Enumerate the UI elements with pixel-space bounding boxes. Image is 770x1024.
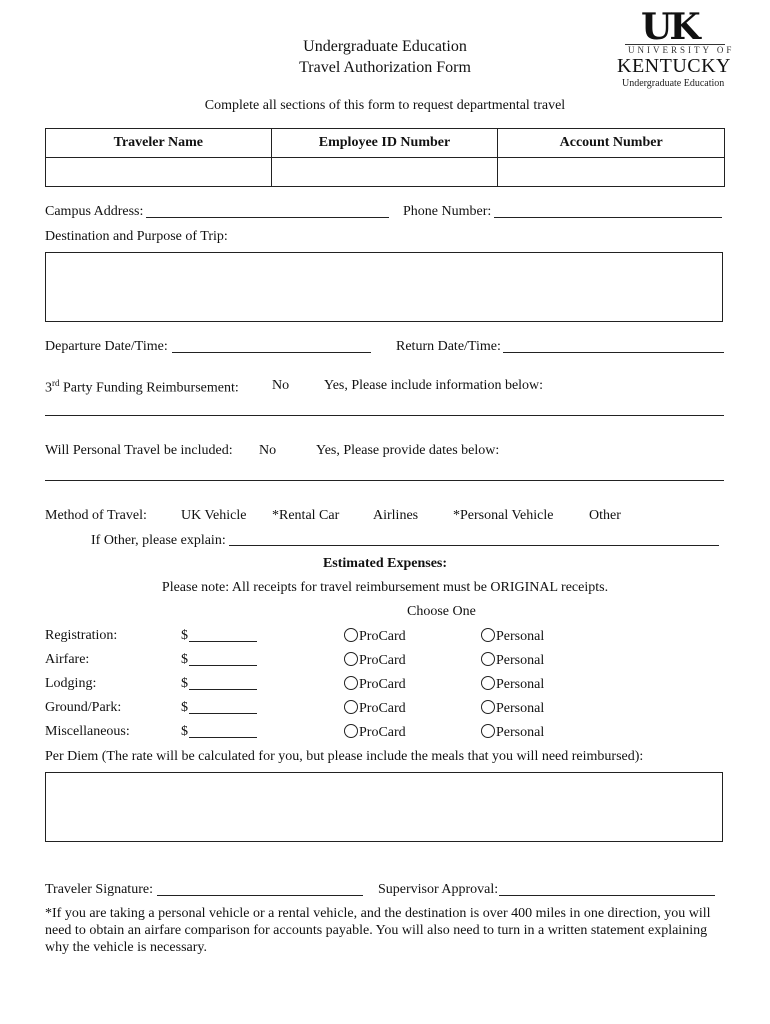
- form-instruction: Complete all sections of this form to request departmental travel: [204, 98, 566, 113]
- footnote-line1: *If you are taking a personal vehicle or a rental vehicle, and the destination is over 400 miles in one direction, you will: [45, 906, 711, 921]
- method-rental-car-option[interactable]: *Rental Car: [272, 508, 340, 523]
- personal-travel-yes-option[interactable]: Yes, Please provide dates below:: [316, 443, 500, 458]
- expense-label-airfare: Airfare:: [45, 652, 90, 667]
- personal-travel-label: Will Personal Travel be included:: [45, 443, 233, 458]
- currency-symbol: $: [181, 700, 188, 715]
- procard-radio-ground-park[interactable]: [344, 700, 406, 717]
- uk-logo-kentucky: KENTUCKY: [617, 55, 731, 77]
- personal-radio-ground-park[interactable]: [481, 700, 544, 717]
- receipts-note: Please note: All receipts for travel reimbursement must be ORIGINAL receipts.: [161, 580, 609, 595]
- radio-circle-icon: [344, 700, 358, 714]
- method-airlines-option[interactable]: Airlines: [373, 508, 419, 523]
- departure-field[interactable]: [172, 352, 371, 353]
- per-diem-textarea[interactable]: [45, 772, 723, 842]
- per-diem-label: Per Diem (The rate will be calculated for you, but please include the meals that you will need reimbursed):: [45, 749, 644, 764]
- return-label: Return Date/Time:: [396, 339, 501, 354]
- column-header-traveler-name: Traveler Name: [46, 129, 272, 158]
- method-uk-vehicle-option[interactable]: UK Vehicle: [181, 508, 247, 523]
- third-party-funding-label: [45, 378, 239, 397]
- method-personal-vehicle-option[interactable]: *Personal Vehicle: [453, 508, 554, 523]
- destination-purpose-textarea[interactable]: [45, 252, 723, 322]
- radio-circle-icon: [481, 724, 495, 738]
- expense-amount-miscellaneous[interactable]: [189, 737, 257, 738]
- personal-label: Personal: [496, 725, 545, 740]
- expense-amount-airfare[interactable]: [189, 665, 257, 666]
- procard-radio-miscellaneous[interactable]: [344, 724, 406, 741]
- account-number-field[interactable]: [498, 158, 725, 187]
- supervisor-approval-field[interactable]: [499, 895, 715, 896]
- procard-radio-airfare[interactable]: [344, 652, 406, 669]
- procard-label: ProCard: [359, 701, 406, 716]
- supervisor-approval-label: Supervisor Approval:: [378, 882, 499, 897]
- procard-label: ProCard: [359, 653, 406, 668]
- radio-circle-icon: [344, 724, 358, 738]
- personal-radio-airfare[interactable]: [481, 652, 544, 669]
- form-title-line1: Undergraduate Education: [303, 38, 467, 55]
- personal-radio-registration[interactable]: [481, 628, 544, 645]
- footnote-line3: why the vehicle is necessary.: [45, 940, 207, 955]
- choose-one-label: Choose One: [407, 604, 476, 619]
- currency-symbol: $: [181, 676, 188, 691]
- third-party-info-field[interactable]: [45, 415, 724, 416]
- method-other-option[interactable]: Other: [589, 508, 621, 523]
- radio-circle-icon: [344, 676, 358, 690]
- procard-label: ProCard: [359, 677, 406, 692]
- currency-symbol: $: [181, 628, 188, 643]
- expense-label-miscellaneous: Miscellaneous:: [45, 724, 130, 739]
- uk-logo-department: Undergraduate Education: [622, 78, 725, 89]
- radio-circle-icon: [344, 652, 358, 666]
- campus-address-field[interactable]: [146, 217, 389, 218]
- procard-label: ProCard: [359, 629, 406, 644]
- traveler-name-field[interactable]: [46, 158, 272, 187]
- expense-amount-registration[interactable]: [189, 641, 257, 642]
- currency-symbol: $: [181, 724, 188, 739]
- radio-circle-icon: [481, 652, 495, 666]
- destination-purpose-label: Destination and Purpose of Trip:: [45, 229, 228, 244]
- campus-address-label: Campus Address:: [45, 204, 144, 219]
- form-title-line2: Travel Authorization Form: [299, 59, 471, 76]
- expense-label-registration: Registration:: [45, 628, 118, 643]
- personal-radio-miscellaneous[interactable]: [481, 724, 544, 741]
- column-header-employee-id: Employee ID Number: [271, 129, 498, 158]
- expense-amount-ground-park[interactable]: [189, 713, 257, 714]
- return-field[interactable]: [503, 352, 724, 353]
- footnote-line2: need to obtain an airfare comparison for accounts payable. You will also need to turn in a written statement explaining: [45, 923, 708, 938]
- traveler-signature-label: Traveler Signature:: [45, 882, 153, 897]
- column-header-account-number: Account Number: [498, 129, 725, 158]
- expense-amount-lodging[interactable]: [189, 689, 257, 690]
- radio-circle-icon: [344, 628, 358, 642]
- personal-label: Personal: [496, 701, 545, 716]
- currency-symbol: $: [181, 652, 188, 667]
- uk-logo-mark: UK: [641, 6, 698, 48]
- personal-label: Personal: [496, 629, 545, 644]
- traveler-id-table: [45, 128, 725, 187]
- personal-label: Personal: [496, 653, 545, 668]
- procard-radio-registration[interactable]: [344, 628, 406, 645]
- estimated-expenses-heading: Estimated Expenses:: [322, 556, 448, 571]
- uk-logo-university-of: UNIVERSITY OF: [628, 45, 735, 55]
- personal-travel-no-option[interactable]: No: [259, 443, 277, 458]
- traveler-signature-field[interactable]: [157, 895, 363, 896]
- phone-number-field[interactable]: [494, 217, 722, 218]
- procard-label: ProCard: [359, 725, 406, 740]
- radio-circle-icon: [481, 628, 495, 642]
- employee-id-field[interactable]: [271, 158, 498, 187]
- radio-circle-icon: [481, 700, 495, 714]
- third-party-num: 3: [45, 380, 52, 396]
- phone-number-label: Phone Number:: [403, 204, 492, 219]
- procard-radio-lodging[interactable]: [344, 676, 406, 693]
- method-of-travel-label: Method of Travel:: [45, 508, 147, 523]
- departure-label: Departure Date/Time:: [45, 339, 168, 354]
- third-party-sup: rd: [52, 378, 60, 388]
- personal-label: Personal: [496, 677, 545, 692]
- other-explain-label: If Other, please explain:: [91, 533, 226, 548]
- third-party-yes-option[interactable]: Yes, Please include information below:: [324, 378, 544, 393]
- personal-travel-dates-field[interactable]: [45, 480, 724, 481]
- personal-radio-lodging[interactable]: [481, 676, 544, 693]
- radio-circle-icon: [481, 676, 495, 690]
- third-party-text: Party Funding Reimbursement:: [59, 380, 239, 396]
- expense-label-ground-park: Ground/Park:: [45, 700, 122, 715]
- other-explain-field[interactable]: [229, 545, 719, 546]
- third-party-no-option[interactable]: No: [272, 378, 290, 393]
- expense-label-lodging: Lodging:: [45, 676, 97, 691]
